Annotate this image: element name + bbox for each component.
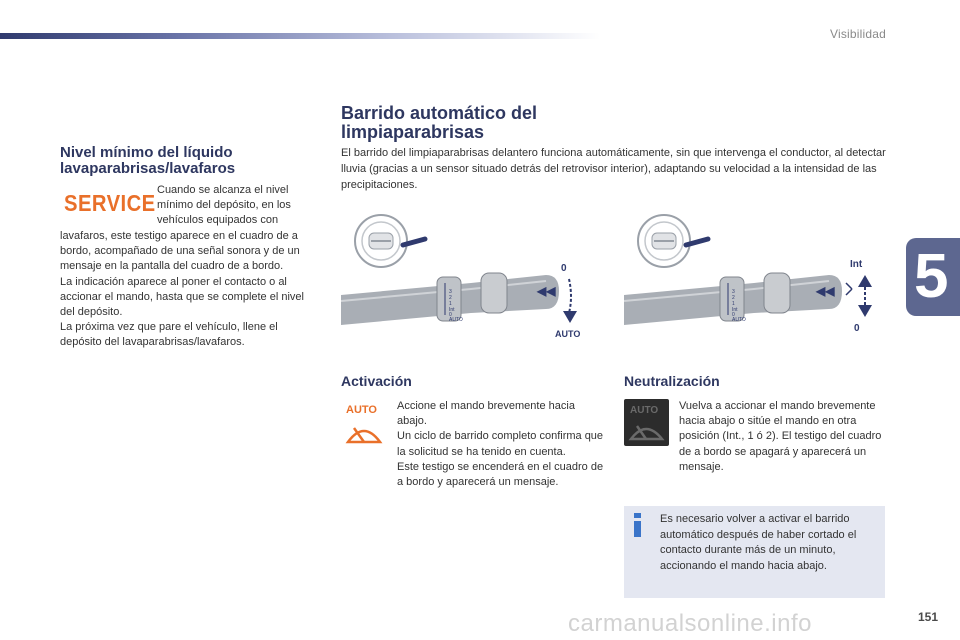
- stalk-position-3: 3: [732, 289, 735, 295]
- auto-off-icon-label: AUTO: [630, 405, 659, 416]
- chapter-number: 5: [914, 242, 949, 311]
- activacion-title: Activación: [341, 373, 412, 389]
- stalk-position-auto: AUTO: [732, 317, 746, 323]
- barrido-title-line2: limpiaparabrisas: [341, 122, 485, 142]
- stalk-position-int: Int: [449, 307, 455, 313]
- stalk-position-1: 1: [732, 301, 735, 307]
- neutralizacion-text: Vuelva a accionar el mando brevemente hacia abajo o sitúe el mando en otra posición (Int., 1 ó 2). El testigo del cuadro de a bordo se apagará y aparecerá un mensaje.: [679, 400, 882, 473]
- downward-motion-line: [569, 279, 571, 313]
- label-int: Int: [850, 259, 863, 270]
- watermark: carmanualsonline.info: [568, 610, 812, 637]
- barrido-title: [341, 104, 641, 142]
- auto-icon-label: AUTO: [346, 404, 377, 416]
- stalk-position-2: 2: [449, 295, 452, 301]
- stalk-position-0: 0: [732, 312, 735, 318]
- nivel-main-text: [60, 229, 320, 351]
- info-note-text: Es necesario volver a activar el barrido automático después de haber cortado el contacto durante más de un minuto, accionando el mando hacia abajo.: [660, 513, 857, 572]
- windscreen-shape: [631, 429, 662, 439]
- activacion-paragraph-3: Este testigo se encenderá en el cuadro de a bordo y aparecerá un mensaje.: [397, 460, 604, 489]
- auto-wiper-warning-icon: [344, 402, 384, 448]
- pointer-chevron-icon: [846, 283, 852, 295]
- steering-wheel-icon: [638, 215, 690, 267]
- label-zero: 0: [854, 323, 860, 334]
- nivel-paragraph-2: La indicación aparece al poner el contacto o al accionar el mando, hasta que se complete el nivel del depósito.: [60, 275, 304, 319]
- nivel-paragraph-1: lavafaros, este testigo aparece en el cuadro de a bordo, acompañado de una señal sonora y de un mensaje en la pantalla del cuadro de a bordo.: [60, 230, 300, 273]
- info-icon: [633, 513, 642, 537]
- barrido-title-line1: Barrido automático del: [341, 103, 538, 123]
- nivel-title-line1: Nivel mínimo del líquido: [60, 144, 233, 161]
- rear-wiper-arrows-icon: ◀◀: [537, 284, 556, 298]
- stalk-position-auto: AUTO: [449, 317, 463, 323]
- activacion-paragraph-1: Accione el mando brevemente hacia abajo.: [397, 400, 575, 428]
- section-name: Visibilidad: [829, 27, 886, 41]
- label-auto: AUTO: [555, 329, 581, 339]
- down-arrow-icon: [563, 311, 577, 323]
- wiper-stalk-activation-illustration: [341, 213, 599, 353]
- nivel-title-line2: lavaparabrisas/lavafaros: [60, 160, 236, 177]
- page-number: 151: [917, 610, 938, 624]
- nivel-title: [60, 145, 310, 177]
- wiper-stalk-neutralization-illustration: [624, 213, 882, 353]
- label-zero: 0: [561, 263, 567, 274]
- barrido-intro-text: El barrido del limpiaparabrisas delantero funciona automáticamente, sin que intervenga el conductor, al detectar lluvia (gracias a un sensor situado detrás del retrovisor interior), adaptando su velocidad a la intensidad de las precipitaciones.: [341, 147, 886, 191]
- auto-wiper-off-indicator: [624, 399, 669, 446]
- neutralizacion-title: Neutralización: [624, 373, 720, 389]
- nivel-paragraph-3: La próxima vez que pare el vehículo, llene el depósito del lavaparabrisas/lavafaros.: [60, 321, 278, 349]
- service-warning-icon: SERVICE: [64, 190, 156, 216]
- up-arrow-icon: [858, 275, 872, 287]
- auto-wiper-off-icon: [624, 399, 669, 446]
- stalk-position-1: 1: [449, 301, 452, 307]
- activacion-paragraph-2: Un ciclo de barrido completo confirma que la solicitud se ha tenido en cuenta.: [397, 430, 604, 458]
- down-arrow-icon: [858, 305, 872, 317]
- header-accent-bar: [0, 33, 600, 39]
- stalk-position-int: Int: [732, 307, 738, 313]
- steering-wheel-icon: [355, 215, 407, 267]
- rear-wiper-arrows-icon: ◀◀: [816, 284, 835, 298]
- activacion-text: [397, 399, 607, 490]
- stalk-position-0: 0: [449, 312, 452, 318]
- stalk-position-2: 2: [732, 295, 735, 301]
- chapter-tab: [906, 238, 960, 316]
- info-note-box: [624, 506, 885, 598]
- stalk-position-3: 3: [449, 289, 452, 295]
- nivel-side-text: Cuando se alcanza el nivel mínimo del depósito, en los vehículos equipados con: [157, 184, 291, 227]
